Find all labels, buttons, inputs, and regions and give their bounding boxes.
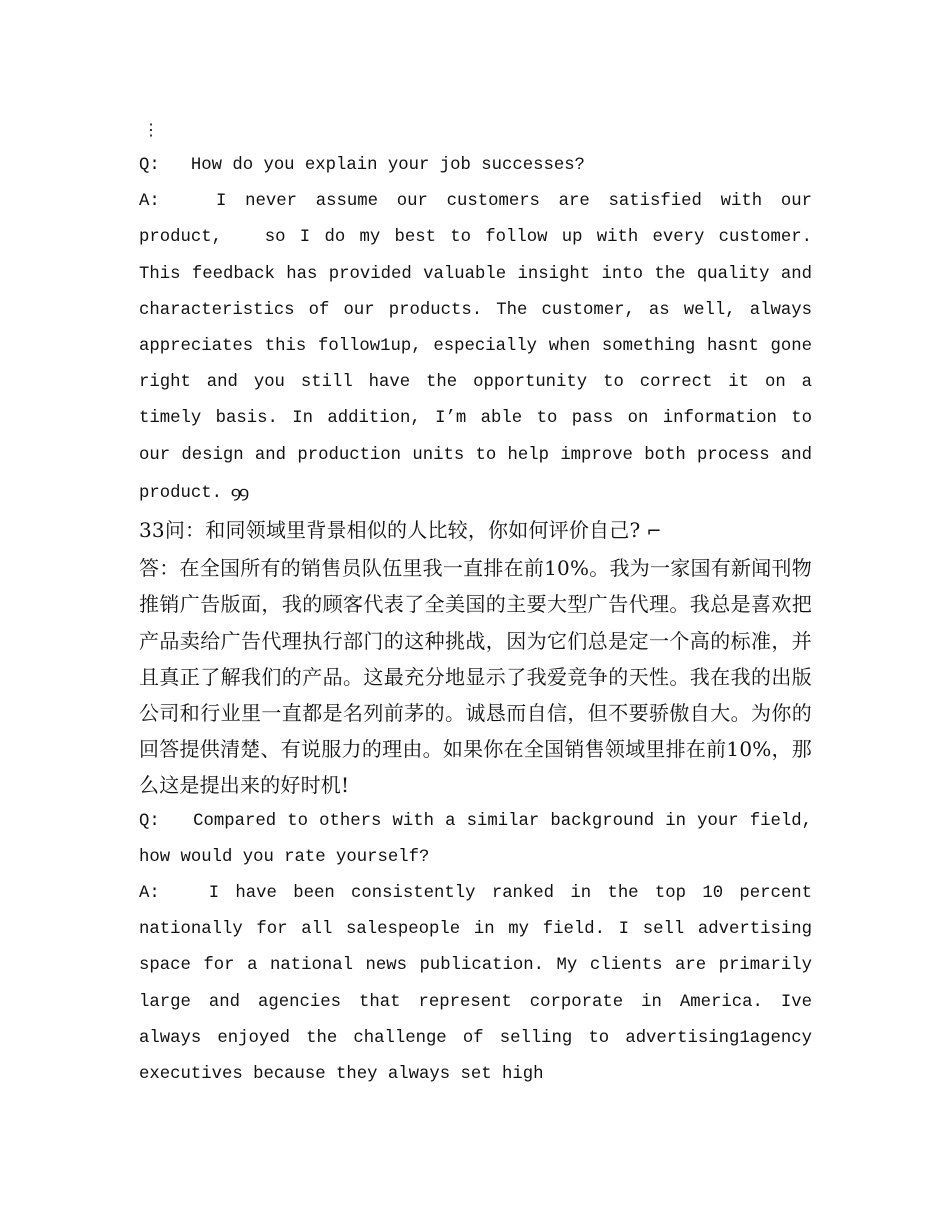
question-33-chinese-text: 33问：和同领域里背景相似的人比较，你如何评价自己? [139,518,641,543]
document-page [139,112,823,1093]
ornament-glyph: ꝯꝯ [230,482,248,501]
question-33-chinese [139,512,812,550]
question-job-successes: Q: How do you explain your job successes? [139,156,585,175]
answer-33-english: A: I have been consistently ranked in the top 10 percent nationally for all salespeople in my field. I sell advertising space for a national news publication. My clients are primarily large and agencies that represent corporate in America. Ive always enjoyed the challenge of selling to advertising1agency executives because they always set high [139,884,823,1085]
vertical-ellipsis: ⋮ [143,120,159,139]
answer-job-successes [139,184,823,512]
answer-33-chinese: 答：在全国所有的销售员队伍里我一直排在前10%。我为一家国有新闻刊物推销广告版面，我的顾客代表了全美国的主要大型广告代理。我总是喜欢把产品卖给广告代理执行部门的这种挑战，因为它们总是定一个高的标准，并且真正了解我们的产品。这最充分地显示了我爱竞争的天性。我在我的出版公司和行业里一直都是名列前茅的。诚恳而自信，但不要骄傲自大。为你的回答提供清楚、有说服力的理由。如果你在全国销售领域里排在前10%，那么这是提出来的好时机! [139,556,812,798]
answer-job-successes-text: A: I never assume our customers are satisfied with our product, so I do my best to follow up with every customer. This feedback has provided valuable insight into the quality and characteristics of our products. The customer, as well, always appreciates this follow1up, especially when something hasnt gone right and you still have the opportunity to correct it on a timely basis. In addition, I’m able to pass on information to our design and production units to help improve both process and product. [139,192,823,503]
question-33-english: Q: Compared to others with a similar background in your field, how would you rate yourself? [139,811,823,867]
corner-mark: ⌐ [646,521,662,543]
